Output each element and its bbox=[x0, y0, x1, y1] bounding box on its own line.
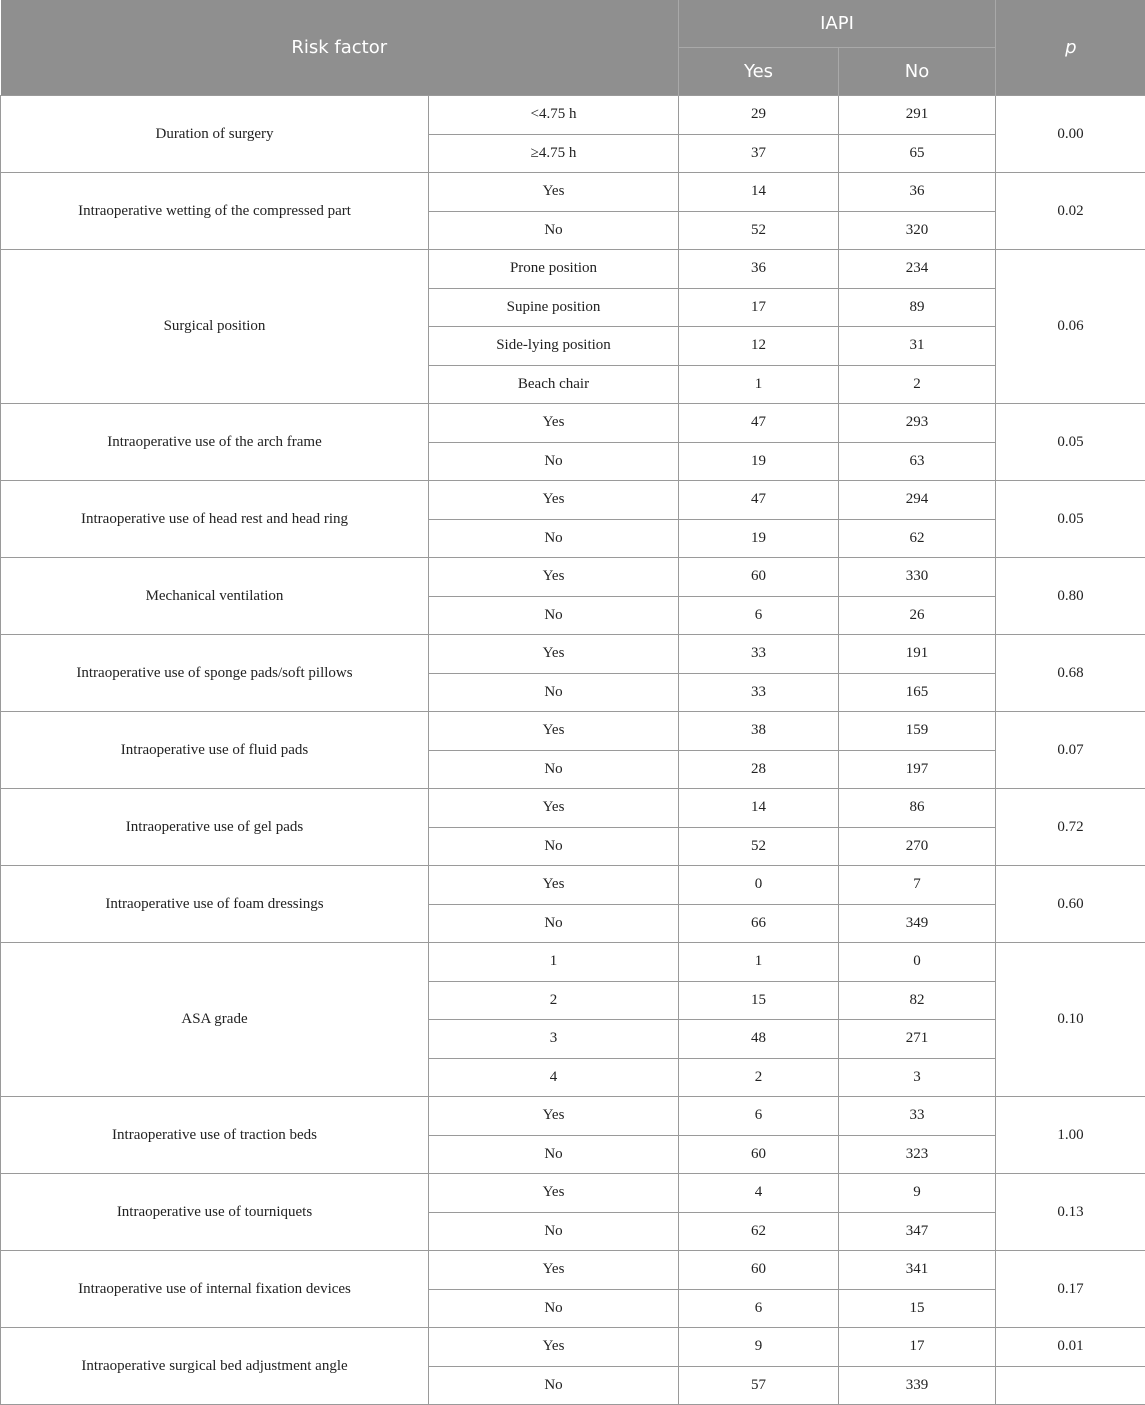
iapi-yes-cell: 15 bbox=[679, 981, 839, 1020]
level-cell: Side-lying position bbox=[429, 327, 679, 366]
iapi-no-cell: 15 bbox=[839, 1289, 996, 1328]
p-value-cell: 0.06 bbox=[996, 250, 1145, 404]
iapi-yes-cell: 6 bbox=[679, 1097, 839, 1136]
header-risk-factor: Risk factor bbox=[1, 0, 679, 96]
iapi-yes-cell: 52 bbox=[679, 827, 839, 866]
iapi-no-cell: 0 bbox=[839, 943, 996, 982]
p-value-cell: 0.02 bbox=[996, 173, 1145, 250]
table-row bbox=[1, 712, 1145, 751]
iapi-yes-cell: 1 bbox=[679, 943, 839, 982]
iapi-no-cell: 2 bbox=[839, 365, 996, 404]
iapi-yes-cell: 33 bbox=[679, 673, 839, 712]
iapi-no-cell: 347 bbox=[839, 1212, 996, 1251]
iapi-no-cell: 320 bbox=[839, 211, 996, 250]
iapi-yes-cell: 2 bbox=[679, 1058, 839, 1097]
iapi-yes-cell: 60 bbox=[679, 1135, 839, 1174]
p-value-cell: 0.00 bbox=[996, 96, 1145, 173]
iapi-yes-cell: 28 bbox=[679, 750, 839, 789]
iapi-no-cell: 330 bbox=[839, 558, 996, 597]
level-cell: No bbox=[429, 1289, 679, 1328]
header-yes: Yes bbox=[679, 48, 839, 96]
risk-factor-cell: Intraoperative use of head rest and head ring bbox=[1, 481, 429, 558]
iapi-no-cell: 159 bbox=[839, 712, 996, 751]
risk-factor-cell: Mechanical ventilation bbox=[1, 558, 429, 635]
p-value-cell: 0.05 bbox=[996, 404, 1145, 481]
iapi-no-cell: 17 bbox=[839, 1328, 996, 1367]
iapi-yes-cell: 6 bbox=[679, 1289, 839, 1328]
level-cell: No bbox=[429, 1135, 679, 1174]
level-cell: No bbox=[429, 904, 679, 943]
table-row bbox=[1, 558, 1145, 597]
iapi-yes-cell: 37 bbox=[679, 134, 839, 173]
level-cell: Yes bbox=[429, 635, 679, 674]
p-empty-cell bbox=[996, 1366, 1145, 1405]
table-row bbox=[1, 173, 1145, 212]
iapi-yes-cell: 1 bbox=[679, 365, 839, 404]
table-header bbox=[1, 0, 1145, 96]
level-cell: <4.75 h bbox=[429, 96, 679, 135]
table-row bbox=[1, 1251, 1145, 1290]
iapi-no-cell: 271 bbox=[839, 1020, 996, 1059]
iapi-no-cell: 197 bbox=[839, 750, 996, 789]
level-cell: No bbox=[429, 750, 679, 789]
iapi-yes-cell: 36 bbox=[679, 250, 839, 289]
level-cell: 1 bbox=[429, 943, 679, 982]
iapi-no-cell: 191 bbox=[839, 635, 996, 674]
iapi-yes-cell: 66 bbox=[679, 904, 839, 943]
table-row bbox=[1, 789, 1145, 828]
iapi-no-cell: 63 bbox=[839, 442, 996, 481]
level-cell: 2 bbox=[429, 981, 679, 1020]
level-cell: Yes bbox=[429, 866, 679, 905]
iapi-no-cell: 234 bbox=[839, 250, 996, 289]
risk-factor-cell: Intraoperative use of internal fixation devices bbox=[1, 1251, 429, 1328]
iapi-yes-cell: 33 bbox=[679, 635, 839, 674]
header-no: No bbox=[839, 48, 996, 96]
iapi-yes-cell: 62 bbox=[679, 1212, 839, 1251]
level-cell: 3 bbox=[429, 1020, 679, 1059]
level-cell: Yes bbox=[429, 481, 679, 520]
level-cell: ≥4.75 h bbox=[429, 134, 679, 173]
table-row bbox=[1, 635, 1145, 674]
table-row bbox=[1, 250, 1145, 289]
table-row bbox=[1, 1097, 1145, 1136]
level-cell: Yes bbox=[429, 1251, 679, 1290]
level-cell: Beach chair bbox=[429, 365, 679, 404]
risk-factor-cell: Intraoperative use of sponge pads/soft pillows bbox=[1, 635, 429, 712]
iapi-no-cell: 9 bbox=[839, 1174, 996, 1213]
iapi-yes-cell: 17 bbox=[679, 288, 839, 327]
level-cell: Yes bbox=[429, 1174, 679, 1213]
p-value-cell: 0.68 bbox=[996, 635, 1145, 712]
risk-factor-cell: Intraoperative wetting of the compressed part bbox=[1, 173, 429, 250]
level-cell: No bbox=[429, 596, 679, 635]
table-row bbox=[1, 943, 1145, 982]
iapi-yes-cell: 38 bbox=[679, 712, 839, 751]
level-cell: No bbox=[429, 1366, 679, 1405]
p-value-cell: 0.05 bbox=[996, 481, 1145, 558]
risk-factor-cell: Intraoperative surgical bed adjustment angle bbox=[1, 1328, 429, 1405]
table-row bbox=[1, 866, 1145, 905]
risk-factor-cell: Intraoperative use of foam dressings bbox=[1, 866, 429, 943]
risk-factor-cell: Intraoperative use of traction beds bbox=[1, 1097, 429, 1174]
iapi-no-cell: 341 bbox=[839, 1251, 996, 1290]
risk-factor-cell: Duration of surgery bbox=[1, 96, 429, 173]
p-value-cell: 0.07 bbox=[996, 712, 1145, 789]
iapi-no-cell: 33 bbox=[839, 1097, 996, 1136]
p-value-cell: 0.13 bbox=[996, 1174, 1145, 1251]
p-value-cell: 0.60 bbox=[996, 866, 1145, 943]
risk-factor-cell: Surgical position bbox=[1, 250, 429, 404]
iapi-yes-cell: 52 bbox=[679, 211, 839, 250]
level-cell: Yes bbox=[429, 404, 679, 443]
iapi-no-cell: 62 bbox=[839, 519, 996, 558]
iapi-yes-cell: 57 bbox=[679, 1366, 839, 1405]
level-cell: No bbox=[429, 519, 679, 558]
level-cell: Yes bbox=[429, 558, 679, 597]
iapi-no-cell: 65 bbox=[839, 134, 996, 173]
iapi-no-cell: 291 bbox=[839, 96, 996, 135]
p-value-cell: 0.01 bbox=[996, 1328, 1145, 1367]
iapi-no-cell: 31 bbox=[839, 327, 996, 366]
p-value-cell: 0.10 bbox=[996, 943, 1145, 1097]
iapi-no-cell: 293 bbox=[839, 404, 996, 443]
table-row bbox=[1, 96, 1145, 135]
p-value-cell: 0.17 bbox=[996, 1251, 1145, 1328]
iapi-yes-cell: 19 bbox=[679, 519, 839, 558]
iapi-yes-cell: 14 bbox=[679, 789, 839, 828]
table-body bbox=[1, 96, 1145, 1405]
risk-factor-cell: Intraoperative use of gel pads bbox=[1, 789, 429, 866]
iapi-no-cell: 36 bbox=[839, 173, 996, 212]
level-cell: Yes bbox=[429, 173, 679, 212]
iapi-no-cell: 339 bbox=[839, 1366, 996, 1405]
risk-factor-cell: Intraoperative use of the arch frame bbox=[1, 404, 429, 481]
risk-factor-cell: ASA grade bbox=[1, 943, 429, 1097]
level-cell: Prone position bbox=[429, 250, 679, 289]
p-value-cell: 0.80 bbox=[996, 558, 1145, 635]
level-cell: No bbox=[429, 673, 679, 712]
header-p: p bbox=[996, 0, 1145, 96]
iapi-yes-cell: 48 bbox=[679, 1020, 839, 1059]
table-row bbox=[1, 404, 1145, 443]
iapi-no-cell: 86 bbox=[839, 789, 996, 828]
level-cell: 4 bbox=[429, 1058, 679, 1097]
risk-factor-cell: Intraoperative use of fluid pads bbox=[1, 712, 429, 789]
iapi-yes-cell: 47 bbox=[679, 481, 839, 520]
level-cell: Yes bbox=[429, 712, 679, 751]
iapi-no-cell: 89 bbox=[839, 288, 996, 327]
iapi-no-cell: 165 bbox=[839, 673, 996, 712]
iapi-yes-cell: 60 bbox=[679, 558, 839, 597]
iapi-no-cell: 82 bbox=[839, 981, 996, 1020]
level-cell: No bbox=[429, 827, 679, 866]
iapi-yes-cell: 6 bbox=[679, 596, 839, 635]
level-cell: No bbox=[429, 211, 679, 250]
iapi-yes-cell: 60 bbox=[679, 1251, 839, 1290]
iapi-no-cell: 7 bbox=[839, 866, 996, 905]
iapi-no-cell: 349 bbox=[839, 904, 996, 943]
iapi-yes-cell: 29 bbox=[679, 96, 839, 135]
iapi-no-cell: 26 bbox=[839, 596, 996, 635]
risk-factor-cell: Intraoperative use of tourniquets bbox=[1, 1174, 429, 1251]
iapi-yes-cell: 47 bbox=[679, 404, 839, 443]
level-cell: Yes bbox=[429, 1097, 679, 1136]
iapi-yes-cell: 4 bbox=[679, 1174, 839, 1213]
p-value-cell: 0.72 bbox=[996, 789, 1145, 866]
level-cell: Yes bbox=[429, 789, 679, 828]
iapi-no-cell: 270 bbox=[839, 827, 996, 866]
header-iapi: IAPI bbox=[679, 0, 996, 48]
iapi-no-cell: 3 bbox=[839, 1058, 996, 1097]
table-row bbox=[1, 1328, 1145, 1367]
iapi-yes-cell: 19 bbox=[679, 442, 839, 481]
table-row bbox=[1, 481, 1145, 520]
iapi-no-cell: 323 bbox=[839, 1135, 996, 1174]
level-cell: No bbox=[429, 442, 679, 481]
table-row bbox=[1, 1174, 1145, 1213]
iapi-yes-cell: 9 bbox=[679, 1328, 839, 1367]
iapi-yes-cell: 0 bbox=[679, 866, 839, 905]
iapi-yes-cell: 14 bbox=[679, 173, 839, 212]
iapi-yes-cell: 12 bbox=[679, 327, 839, 366]
iapi-no-cell: 294 bbox=[839, 481, 996, 520]
level-cell: Yes bbox=[429, 1328, 679, 1367]
level-cell: No bbox=[429, 1212, 679, 1251]
level-cell: Supine position bbox=[429, 288, 679, 327]
p-value-cell: 1.00 bbox=[996, 1097, 1145, 1174]
